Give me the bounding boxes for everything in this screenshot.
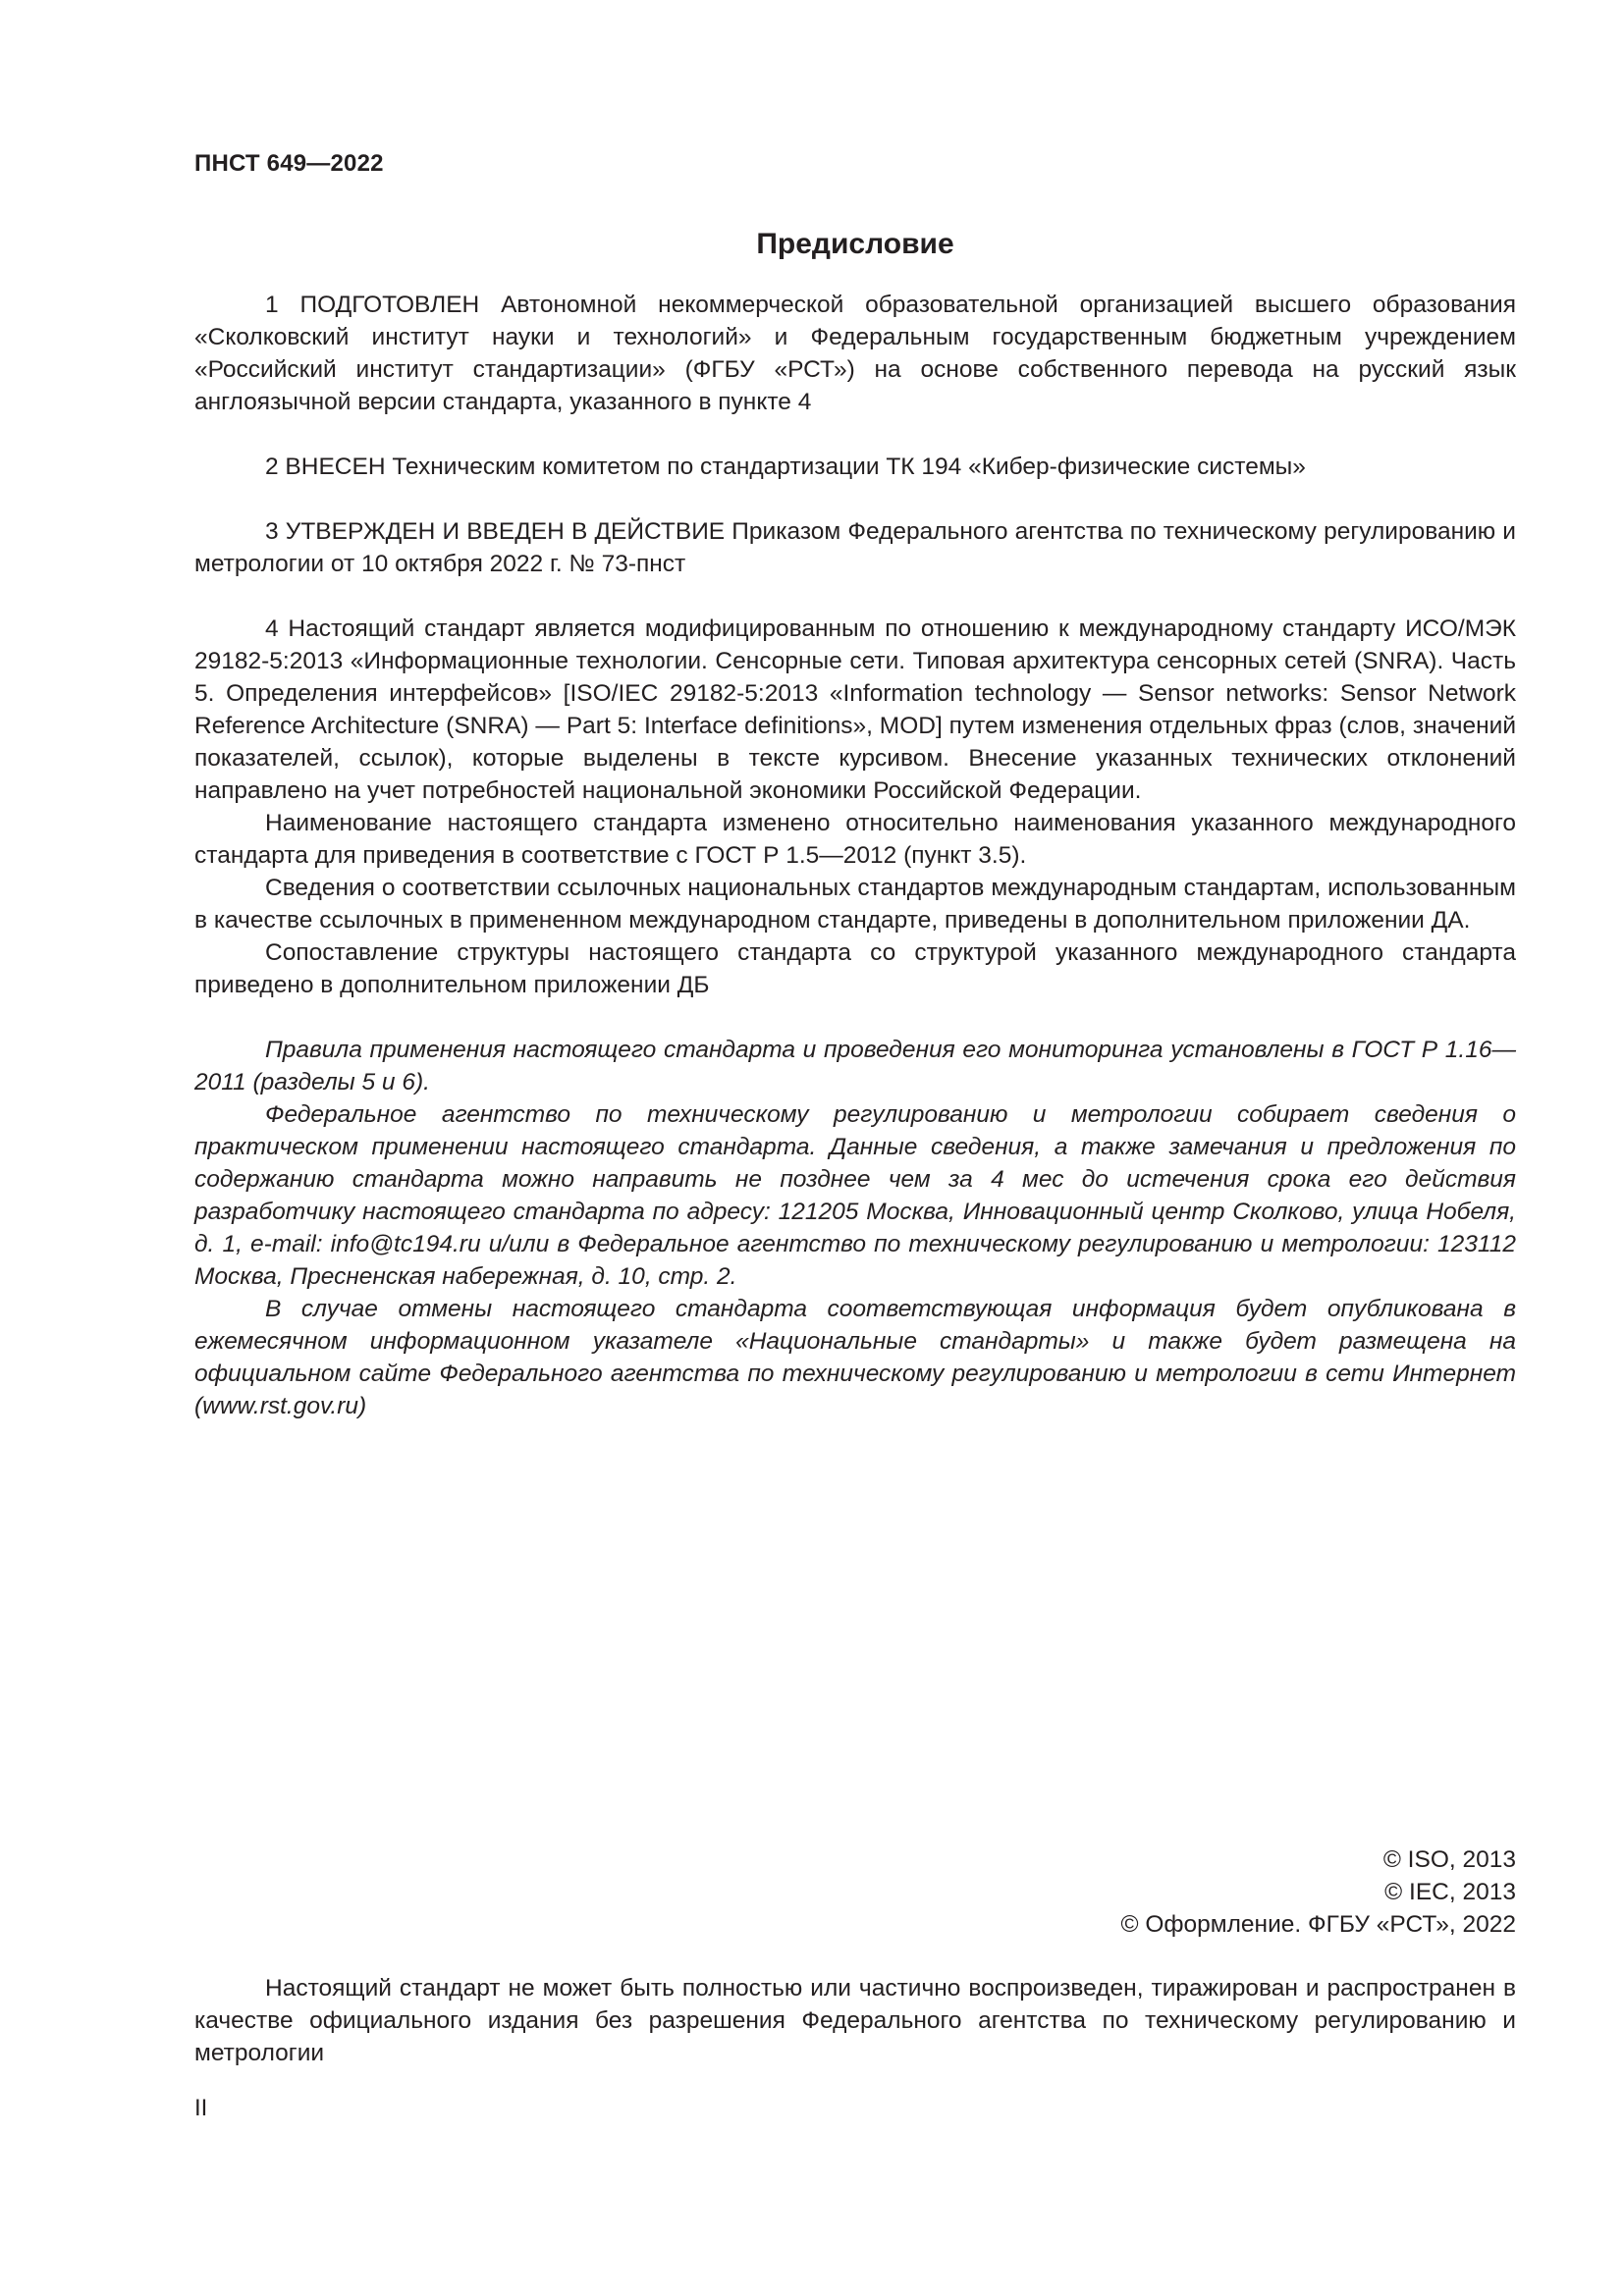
copyright-design: © Оформление. ФГБУ «РСТ», 2022	[1120, 1911, 1516, 1938]
preface-body	[194, 289, 1516, 1422]
reproduction-notice: Настоящий стандарт не может быть полностью или частично воспроизведен, тиражирован и распространен в качестве официального издания без разрешения Федерального агентства по техническому регулированию и метрологии	[194, 1975, 1516, 2066]
preface-item-4-structure-note: Сопоставление структуры настоящего стандарта со структурой указанного международного стандарта приведено в дополнительном приложении ДБ	[194, 939, 1516, 998]
copyright-iec: © IEC, 2013	[1384, 1879, 1516, 1905]
preface-item-1: 1 ПОДГОТОВЛЕН Автономной некоммерческой образовательной организацией высшего образования «Сколковский институт науки и технологий» и Федеральным государственным бюджетным учреждением «Российский институт стандартизации» (ФГБУ «РСТ») на основе собственного перевода на русский язык англоязычной версии стандарта, указанного в пункте 4	[194, 292, 1516, 415]
preface-item-4-title-note: Наименование настоящего стандарта изменено относительно наименования указанного международного стандарта для приведения в соответствие с ГОСТ Р 1.5—2012 (пункт 3.5).	[194, 810, 1516, 869]
preface-title: Предисловие	[756, 228, 954, 260]
cancellation-paragraph: В случае отмены настоящего стандарта соответствующая информация будет опубликована в ежемесячном информационном указателе «Национальные стандарты» и также будет размещена на официальном сайте Федерального агентства по техническому регулированию и метрологии в сети Интернет (www.rst.gov.ru)	[194, 1296, 1516, 1419]
reproduction-notice-block	[194, 1972, 1516, 2069]
rules-paragraph: Правила применения настоящего стандарта и проведения его мониторинга установлены в ГОСТ Р 1.16—2011 (разделы 5 и 6).	[194, 1037, 1516, 1095]
page-number: II	[194, 2095, 208, 2121]
preface-item-4: 4 Настоящий стандарт является модифицированным по отношению к международному стандарту ИСО/МЭК 29182-5:2013 «Информационные технологии. Сенсорные сети. Типовая архитектура сенсорных сетей (SNRA). Часть 5. Определения интерфейсов» [ISO/IEC 29182-5:2013 «Information technology — Sensor networks: Sensor Network Reference Architecture (SNRA) — Part 5: Interface definitions», MOD] путем изменения отдельных фраз (слов, значений показателей, ссылок), которые выделены в тексте курсивом. Внесение указанных технических отклонений направлено на учет потребностей национальной экономики Российской Федерации.	[194, 615, 1516, 804]
copyright-iso: © ISO, 2013	[1382, 1846, 1516, 1873]
preface-item-3: 3 УТВЕРЖДЕН И ВВЕДЕН В ДЕЙСТВИЕ Приказом Федерального агентства по техническому регулированию и метрологии от 10 октября 2022 г. № 73-пнст	[194, 518, 1516, 577]
feedback-paragraph: Федеральное агентство по техническому регулированию и метрологии собирает сведения о практическом применении настоящего стандарта. Данные сведения, а также замечания и предложения по содержанию стандарта можно направить не позднее чем за 4 мес до истечения срока его действия разработчику настоящего стандарта по адресу: 121205 Москва, Инновационный центр Сколково, улица Нобеля, д. 1, e-mail: info@tc194.ru и/или в Федеральное агентство по техническому регулированию и метрологии: 123112 Москва, Пресненская набережная, д. 10, стр. 2.	[194, 1101, 1516, 1290]
copyright-block	[1120, 1843, 1516, 1941]
preface-item-2: 2 ВНЕСЕН Техническим комитетом по стандартизации ТК 194 «Кибер-физические системы»	[265, 454, 1306, 480]
document-code: ПНСТ 649—2022	[194, 150, 384, 177]
preface-item-4-references-note: Сведения о соответствии ссылочных национальных стандартов международным стандартам, использованным в качестве ссылочных в примененном международном стандарте, приведены в дополнительном приложении ДА.	[194, 875, 1516, 934]
